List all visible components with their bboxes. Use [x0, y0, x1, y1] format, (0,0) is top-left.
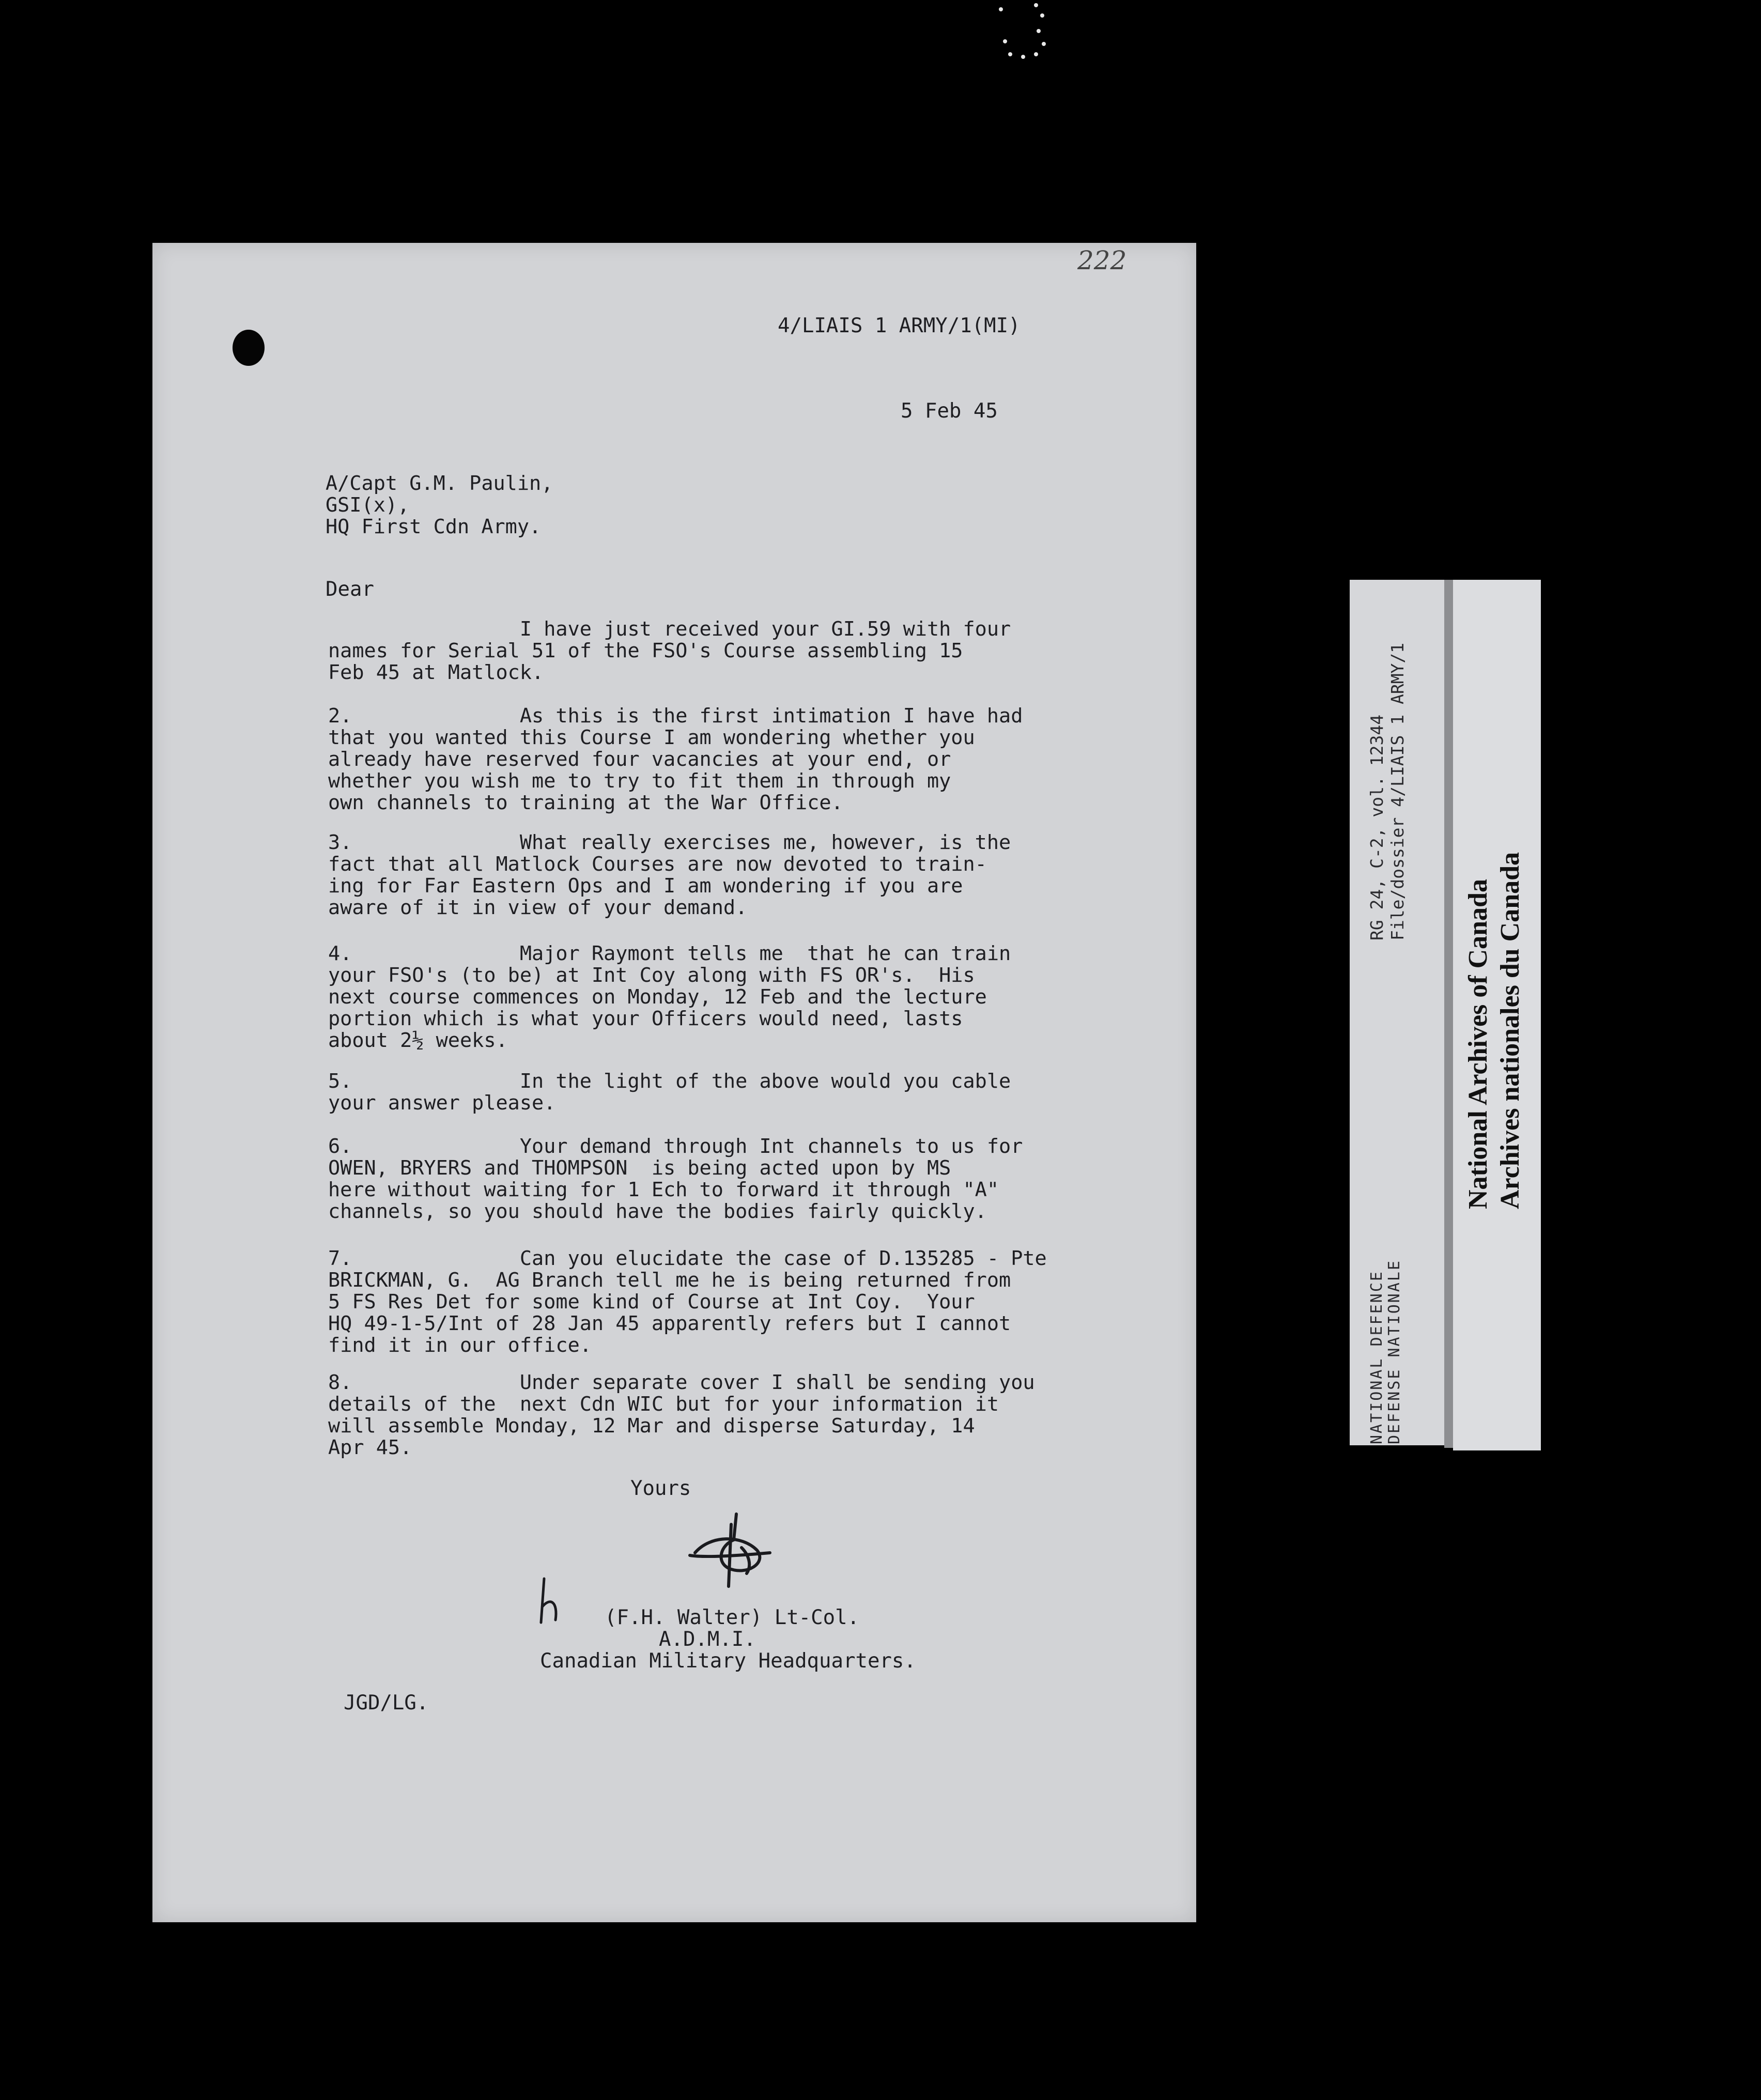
paragraph-6	[328, 1136, 1114, 1223]
text-line: that you wanted this Course I am wondering whether you	[328, 726, 975, 749]
paragraph-2	[328, 705, 1114, 814]
handwritten-signature	[679, 1504, 778, 1592]
paragraph-7	[328, 1248, 1114, 1356]
text-line: HQ 49-1-5/Int of 28 Jan 45 apparently refers but I cannot	[328, 1312, 1011, 1335]
text-line: 5 FS Res Det for some kind of Course at Int Coy. Your	[328, 1290, 975, 1314]
text-line: here without waiting for 1 Ech to forward it through "A"	[328, 1178, 999, 1201]
label-line: National Archives of Canada	[1463, 879, 1493, 1209]
text-line: details of the next Cdn WIC but for your information it	[328, 1393, 999, 1416]
text-line: Feb 45 at Matlock.	[328, 661, 544, 684]
signatory-appointment: A.D.M.I.	[659, 1628, 756, 1651]
text-line: your FSO's (to be) at Int Coy along with FS OR's. His	[328, 964, 975, 987]
text-line: names for Serial 51 of the FSO's Course assembling 15	[328, 639, 963, 662]
closing: Yours	[630, 1477, 691, 1500]
text-line: 7. Can you elucidate the case of D.135285 - Pte	[328, 1247, 1047, 1270]
strip-divider	[1444, 580, 1453, 1448]
paragraph-8	[328, 1372, 1114, 1459]
label-line: NATIONAL DEFENCE	[1368, 1270, 1386, 1444]
signatory-unit: Canadian Military Headquarters.	[540, 1649, 916, 1673]
label-line: RG 24, C-2, vol. 12344	[1367, 714, 1387, 940]
text-line: 5. In the light of the above would you cable	[328, 1070, 1011, 1093]
text-line: 4. Major Raymont tells me that he can train	[328, 942, 1011, 965]
paragraph-4	[328, 943, 1114, 1052]
text-line: about 2½ weeks.	[328, 1029, 508, 1052]
paragraph-1	[328, 619, 1114, 684]
page-number: 222	[1077, 245, 1127, 275]
text-line: 6. Your demand through Int channels to us for	[328, 1135, 1023, 1158]
national-defence-label	[1368, 1259, 1403, 1444]
text-line: own channels to training at the War Office.	[328, 791, 843, 814]
text-line: BRICKMAN, G. AG Branch tell me he is being returned from	[328, 1269, 1011, 1292]
text-line: Apr 45.	[328, 1436, 412, 1459]
label-line: DEFENSE NATIONALE	[1385, 1259, 1403, 1444]
scan-marks	[995, 0, 1057, 65]
handwritten-initial	[535, 1576, 566, 1628]
text-line: OWEN, BRYERS and THOMPSON is being acted upon by MS	[328, 1156, 951, 1180]
text-line: 8. Under separate cover I shall be sending you	[328, 1371, 1035, 1394]
text-line: 2. As this is the first intimation I have had	[328, 704, 1023, 728]
text-line: I have just received your GI.59 with four	[328, 617, 1011, 641]
text-line: already have reserved four vacancies at your end, or	[328, 748, 951, 771]
signatory-name: (F.H. Walter) Lt-Col.	[605, 1606, 860, 1629]
letter-page	[152, 243, 1196, 1922]
salutation: Dear	[326, 578, 374, 601]
label-line: File/dossier 4/LIAIS 1 ARMY/1	[1387, 642, 1408, 940]
typist-reference: JGD/LG.	[344, 1691, 429, 1715]
text-line: find it in our office.	[328, 1334, 592, 1357]
archive-file-reference	[1367, 643, 1408, 940]
paragraph-3	[328, 832, 1114, 919]
recipient-address	[326, 473, 1111, 538]
letter-date: 5 Feb 45	[901, 399, 998, 423]
text-line: your answer please.	[328, 1091, 556, 1115]
text-line: whether you wish me to try to fit them in through my	[328, 769, 951, 793]
text-line: fact that all Matlock Courses are now devoted to train-	[328, 853, 987, 876]
text-line: portion which is what your Officers would need, lasts	[328, 1007, 963, 1030]
text-line: next course commences on Monday, 12 Feb and the lecture	[328, 985, 987, 1009]
text-line: aware of it in view of your demand.	[328, 896, 748, 919]
recipient-line: A/Capt G.M. Paulin,	[326, 472, 553, 495]
punch-hole	[233, 330, 265, 366]
recipient-line: HQ First Cdn Army.	[326, 515, 542, 538]
national-archives-label	[1462, 852, 1526, 1209]
recipient-line: GSI(x),	[326, 493, 410, 517]
label-line: Archives nationales du Canada	[1495, 852, 1525, 1209]
file-reference: 4/LIAIS 1 ARMY/1(MI)	[778, 314, 1021, 337]
text-line: ing for Far Eastern Ops and I am wondering if you are	[328, 874, 963, 898]
text-line: 3. What really exercises me, however, is the	[328, 831, 1011, 854]
text-line: channels, so you should have the bodies fairly quickly.	[328, 1200, 987, 1223]
paragraph-5	[328, 1071, 1114, 1114]
text-line: will assemble Monday, 12 Mar and disperse Saturday, 14	[328, 1414, 975, 1438]
